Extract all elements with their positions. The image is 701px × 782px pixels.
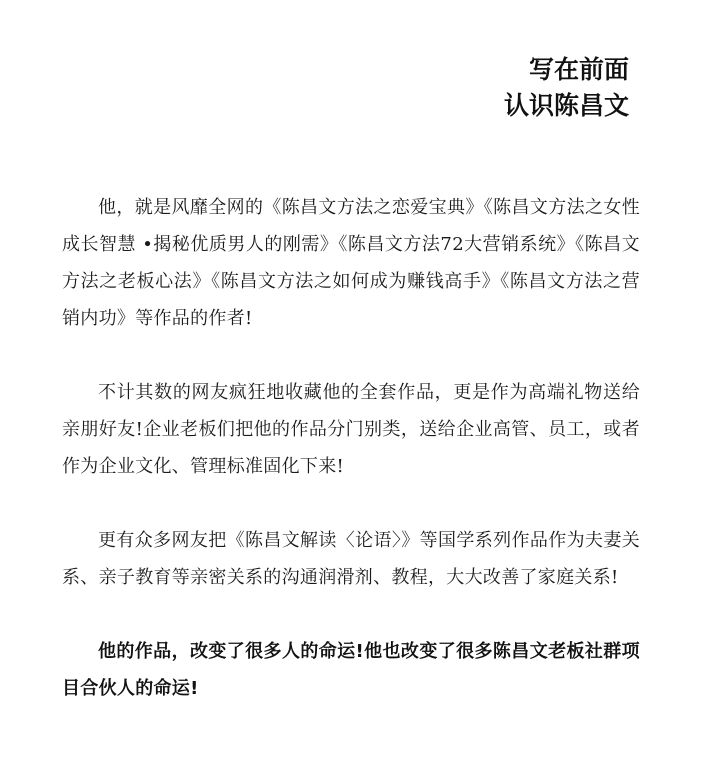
paragraph-4-bold: 他的作品，改变了很多人的命运!他也改变了很多陈昌文老板社群项目合伙人的命运! [62, 641, 640, 699]
page-heading [504, 52, 629, 124]
body-text [62, 189, 640, 707]
heading-line-2: 认识陈昌文 [503, 91, 629, 120]
paragraph-1: 他，就是风靡全网的《陈昌文方法之恋爱宝典》《陈昌文方法之女性成长智慧 •揭秘优质男人的刚需》《陈昌文方法72大营销系统》《陈昌文方法之老板心法》《陈昌文方法之如何成为赚钱高手》《陈昌文方法之营销内功》等作品的作者! [62, 197, 640, 329]
paragraph-3: 更有众多网友把《陈昌文解读〈论语〉》等国学系列作品作为夫妻关系、亲子教育等亲密关系的沟通润滑剂、教程，大大改善了家庭关系! [62, 530, 640, 588]
paragraph-2: 不计其数的网友疯狂地收藏他的全套作品，更是作为高端礼物送给亲朋好友!企业老板们把他的作品分门别类，送给企业高管、员工，或者作为企业文化、管理标准固化下来! [62, 382, 640, 477]
heading-line-1: 写在前面 [528, 55, 629, 84]
